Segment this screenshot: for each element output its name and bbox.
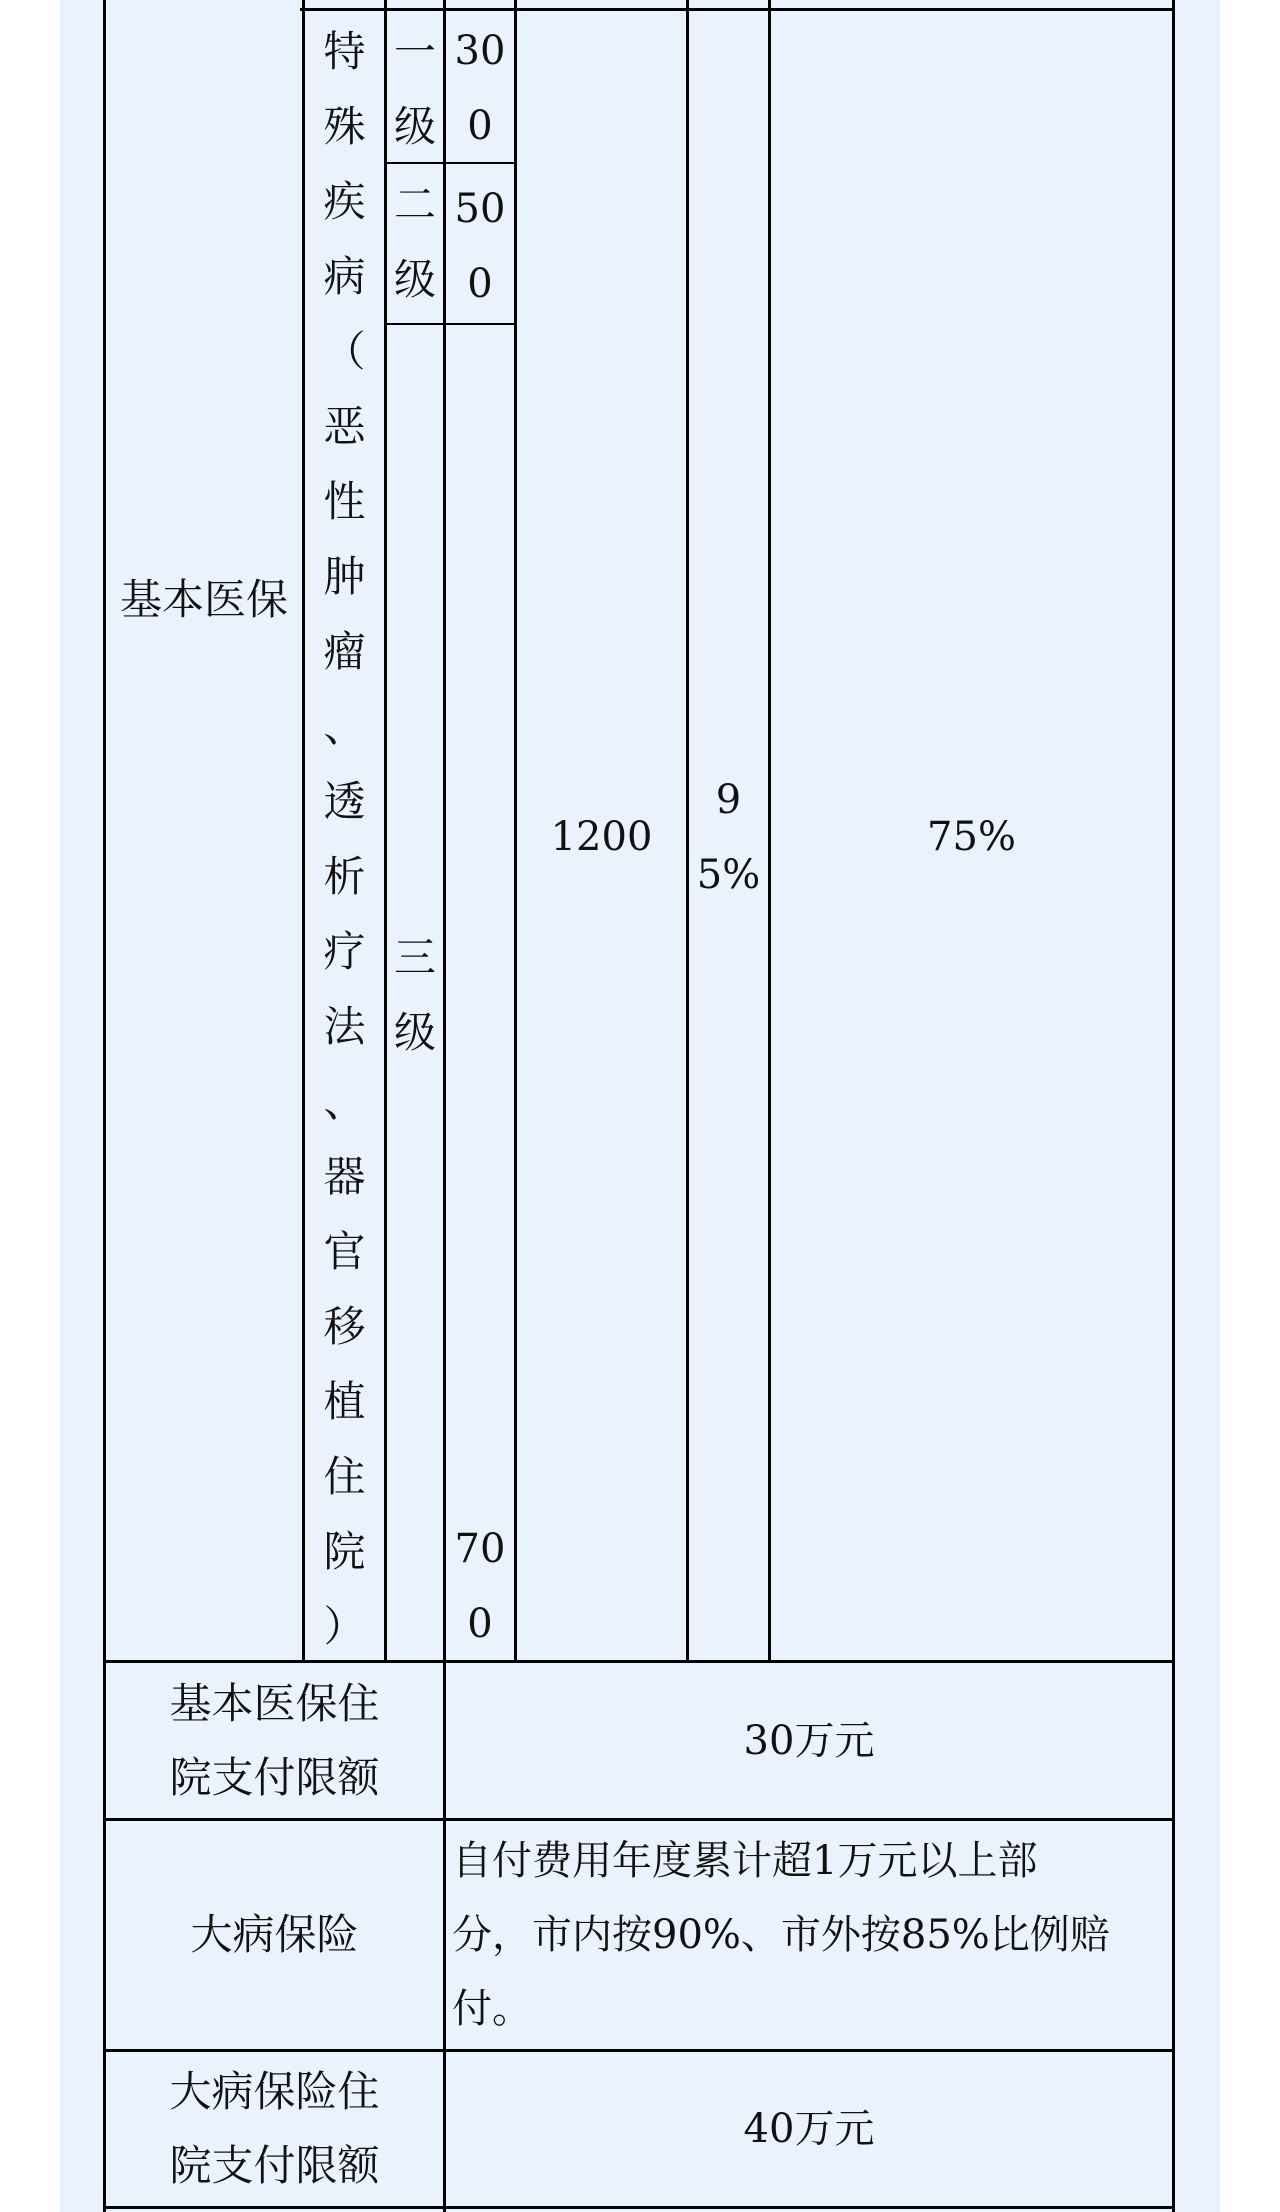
disease-label [305, 14, 384, 1664]
row-value-line: 30万元 [743, 1717, 875, 1764]
table-text-char: 院 [323, 1527, 366, 1576]
table-text-char: 0 [467, 261, 493, 307]
level-label [387, 920, 443, 1070]
table-text-char: 5% [696, 852, 761, 898]
ceiling-value: 1200 [550, 814, 653, 860]
table-text-char: ） [323, 1602, 366, 1651]
row-label [106, 1821, 443, 2049]
level-label [387, 14, 443, 164]
reimbursement-rate [689, 763, 768, 913]
threshold-value [446, 14, 514, 164]
table-text-char: 二 [393, 180, 436, 229]
row-label-line: 大病保险住 [169, 2067, 380, 2116]
table-text-char: 三 [393, 933, 436, 982]
table-text-char: 透 [323, 777, 366, 826]
table-text-char: 疾 [323, 177, 366, 226]
threshold-value [446, 172, 514, 322]
table-text-char: 官 [323, 1227, 366, 1276]
table-text-char: 、 [323, 1077, 366, 1126]
table-text-char: 病 [323, 252, 366, 301]
table-rule [384, 323, 516, 325]
row-value-line: 付。 [452, 1986, 532, 2032]
row-value-line: 分，市内按90%、市外按85%比例赔 [452, 1912, 1110, 1958]
table-text-char: 一 [393, 27, 436, 76]
row-value [446, 2052, 1172, 2206]
row-label [106, 2052, 443, 2206]
table-text-char: 30 [454, 28, 506, 74]
threshold-value [446, 1512, 514, 1662]
row-value [446, 1821, 1172, 2049]
table-text-char: 9 [715, 777, 742, 823]
row-label [106, 1663, 443, 1818]
table-text-char: 殊 [323, 102, 366, 151]
table-text-char: 级 [393, 255, 436, 304]
table-text-char: 50 [454, 186, 506, 232]
table-text-char: 肿 [323, 552, 366, 601]
table-text-char: 移 [323, 1302, 366, 1351]
group-label: 基本医保 [119, 575, 288, 624]
row-value-line: 自付费用年度累计超1万元以上部 [452, 1838, 1038, 1884]
row-value-line: 40万元 [743, 2106, 875, 2152]
row-label-line: 院支付限额 [169, 1752, 380, 1802]
table-text-char: 特 [323, 27, 366, 76]
table-text-char: 析 [323, 852, 366, 901]
table-rule [103, 2206, 1175, 2209]
table-text-char: 0 [467, 103, 493, 149]
row-label-line: 大病保险 [190, 1910, 359, 1959]
table-text-char: 性 [323, 477, 366, 526]
retiree-rate: 75% [927, 814, 1016, 860]
table-text-char: 住 [323, 1452, 366, 1501]
table-text-char: 器 [323, 1152, 366, 1201]
table-text-char: 、 [323, 702, 366, 751]
table-text-char: 法 [323, 1002, 366, 1051]
level-label [387, 167, 443, 317]
row-value [446, 1663, 1172, 1818]
table-text-char: 级 [393, 1008, 436, 1057]
table-text-char: （ [323, 327, 366, 376]
table-text-char: 0 [467, 1601, 493, 1647]
table-text-char: 级 [393, 102, 436, 151]
table-text-char: 70 [454, 1526, 506, 1572]
row-label-line: 院支付限额 [169, 2141, 380, 2190]
row-label-line: 基本医保住 [169, 1678, 380, 1728]
table-text-char: 恶 [323, 402, 366, 451]
table-text-char: 瘤 [323, 627, 366, 676]
table-text-char: 植 [323, 1377, 366, 1426]
table-rule [1172, 0, 1175, 2212]
table-rule [300, 8, 1175, 11]
table-text-char: 疗 [323, 927, 366, 976]
